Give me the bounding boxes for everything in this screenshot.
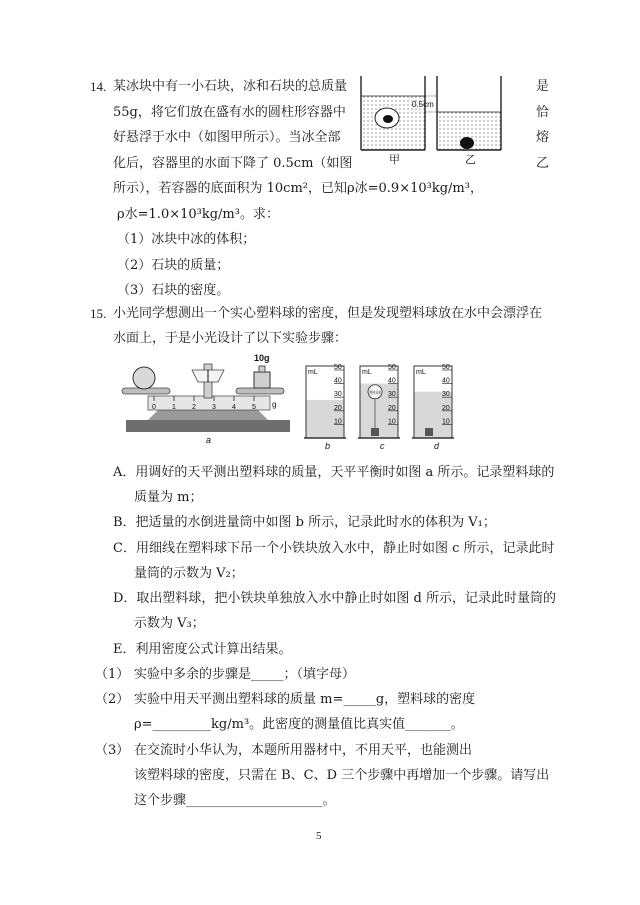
ruler-tick-label: 5 bbox=[252, 404, 256, 411]
q14-number: 14. bbox=[90, 79, 107, 94]
q14-sub1: （1）冰块中冰的体积； bbox=[117, 232, 256, 247]
q14-line5: 所示），若容器的底面积为 10cm²，已知ρ冰=0.9×10³kg/m³， bbox=[113, 181, 483, 196]
q14-sub3: （3）石块的密度。 bbox=[117, 283, 230, 298]
q15-stepC-1: C．用细线在塑料球下吊一个小铁块放入水中，静止时如图 c 所示，记录此时 bbox=[113, 541, 555, 556]
q15-balance-figure bbox=[118, 352, 294, 444]
ruler-tick-label: 3 bbox=[212, 404, 216, 411]
balance-base bbox=[126, 420, 290, 432]
stone bbox=[383, 115, 393, 123]
container-yi bbox=[437, 76, 501, 150]
q15-stepE: E．利用密度公式计算出结果。 bbox=[113, 642, 292, 657]
q15-stepD-2: 示数为 V₃； bbox=[134, 616, 205, 631]
cylinder-scale-label: 50 bbox=[388, 364, 396, 371]
q14-line3: 好悬浮于水中（如图甲所示）。当冰全部 bbox=[113, 130, 341, 145]
q15-part3-text: 在交流时小华认为，本题所用器材中，不用天平，也能测出 bbox=[134, 743, 473, 758]
caption-c: c bbox=[380, 441, 385, 450]
q15-part2-number: （2） bbox=[95, 692, 130, 707]
q15-intro2: 水面上，于是小光设计了以下实验步骤： bbox=[113, 331, 348, 346]
cylinder-scale-label: 30 bbox=[334, 391, 342, 399]
cylinder-scale-label: 40 bbox=[388, 377, 396, 385]
cylinder-scale-label: 10 bbox=[442, 418, 450, 426]
iron-block bbox=[425, 428, 433, 436]
cylinder-scale-label: 20 bbox=[442, 404, 450, 412]
q14-line1-right: 是 bbox=[536, 79, 550, 94]
q14-line4: 化后，容器里的水面下降了 0.5cm（如图 bbox=[113, 156, 353, 171]
iron-block bbox=[371, 428, 379, 436]
drop-label: 0.5cm bbox=[412, 100, 434, 109]
stone-bottom bbox=[460, 137, 474, 149]
ruler-tick-label: 0 bbox=[152, 404, 156, 411]
cylinder-scale-label: 10 bbox=[334, 418, 342, 426]
caption-b: b bbox=[325, 441, 331, 450]
q14-line6: ρ水=1.0×10³kg/m³。求： bbox=[117, 207, 279, 222]
page-number: 5 bbox=[316, 830, 322, 842]
q15-part3-text3: 这个步骤_____________________。 bbox=[134, 793, 336, 808]
q14-line2-right: 恰 bbox=[536, 105, 550, 120]
q15-stepA-2: 质量为 m； bbox=[134, 490, 203, 505]
cylinder-scale-label: 20 bbox=[334, 404, 342, 412]
weight-label: 10g bbox=[254, 353, 270, 363]
ruler-tick-label: 4 bbox=[232, 404, 236, 411]
q14-line3-right: 熔 bbox=[536, 130, 550, 145]
q15-intro1: 小光同学想测出一个实心塑料球的密度，但是发现塑料球放在水中会漂浮在 bbox=[113, 306, 543, 321]
ruler-tick-label: 1 bbox=[172, 404, 176, 411]
q14-sub2: （2）石块的质量； bbox=[117, 258, 230, 273]
q14-container-figure bbox=[355, 76, 525, 166]
cylinder-scale-label: 10 bbox=[388, 418, 396, 426]
q14-line1: 某冰块中有一小石块，冰和石块的总质量 bbox=[113, 79, 348, 94]
q15-stepC-2: 量筒的示数为 V₂； bbox=[134, 566, 244, 581]
cylinder-unit: mL bbox=[308, 369, 318, 376]
cylinder-scale-label: 40 bbox=[442, 377, 450, 385]
q14-line4-right: 乙 bbox=[536, 156, 550, 171]
ruler-tick-label: 2 bbox=[192, 404, 196, 411]
cylinder-unit: mL bbox=[416, 369, 426, 376]
plastic-ball bbox=[133, 367, 155, 389]
q15-part1-text: 实验中多余的步骤是_____；（填字母） bbox=[134, 667, 356, 682]
q15-part3-number: （3） bbox=[95, 743, 130, 758]
caption-a: a bbox=[206, 435, 212, 444]
ruler-unit: g bbox=[272, 400, 277, 409]
caption-jia: 甲 bbox=[389, 154, 400, 166]
q15-number: 15. bbox=[90, 306, 107, 321]
cylinder-scale-label: 50 bbox=[442, 364, 450, 371]
q15-part2-text: 实验中用天平测出塑料球的质量 m=_____g，塑料球的密度 bbox=[134, 692, 476, 707]
q15-part2-text2: ρ=_________kg/m³。此密度的测量值比真实值_______。 bbox=[134, 717, 464, 732]
q15-stepA-1: A．用调好的天平测出塑料球的质量，天平平衡时如图 a 所示。记录塑料球的 bbox=[113, 465, 555, 480]
cylinder-scale-label: 50 bbox=[334, 364, 342, 371]
cylinder-scale-label: 30 bbox=[442, 391, 450, 399]
q15-cylinders-figure bbox=[300, 360, 470, 450]
right-pan bbox=[236, 388, 284, 394]
q14-line2: 55g，将它们放在盛有水的圆柱形容器中 bbox=[113, 105, 346, 120]
caption-yi: 乙 bbox=[465, 154, 476, 166]
weight-block bbox=[254, 372, 270, 388]
ball-label: 塑料球 bbox=[369, 389, 381, 395]
container-jia bbox=[361, 76, 425, 150]
q15-part3-text2: 该塑料球的密度，只需在 B、C、D 三个步骤中再增加一个步骤。请写出 bbox=[134, 768, 550, 783]
q15-part1-number: （1） bbox=[95, 667, 130, 682]
cylinder-scale-label: 30 bbox=[388, 391, 396, 399]
cylinder-unit: mL bbox=[362, 369, 372, 376]
caption-d: d bbox=[434, 441, 440, 450]
cylinder-scale-label: 40 bbox=[334, 377, 342, 385]
cylinder-scale-label: 20 bbox=[388, 404, 396, 412]
q15-stepD-1: D．取出塑料球，把小铁块单独放入水中静止时如图 d 所示，记录此时量筒的 bbox=[113, 591, 557, 606]
q15-stepB: B．把适量的水倒进量筒中如图 b 所示，记录此时水的体积为 V₁； bbox=[113, 515, 496, 530]
